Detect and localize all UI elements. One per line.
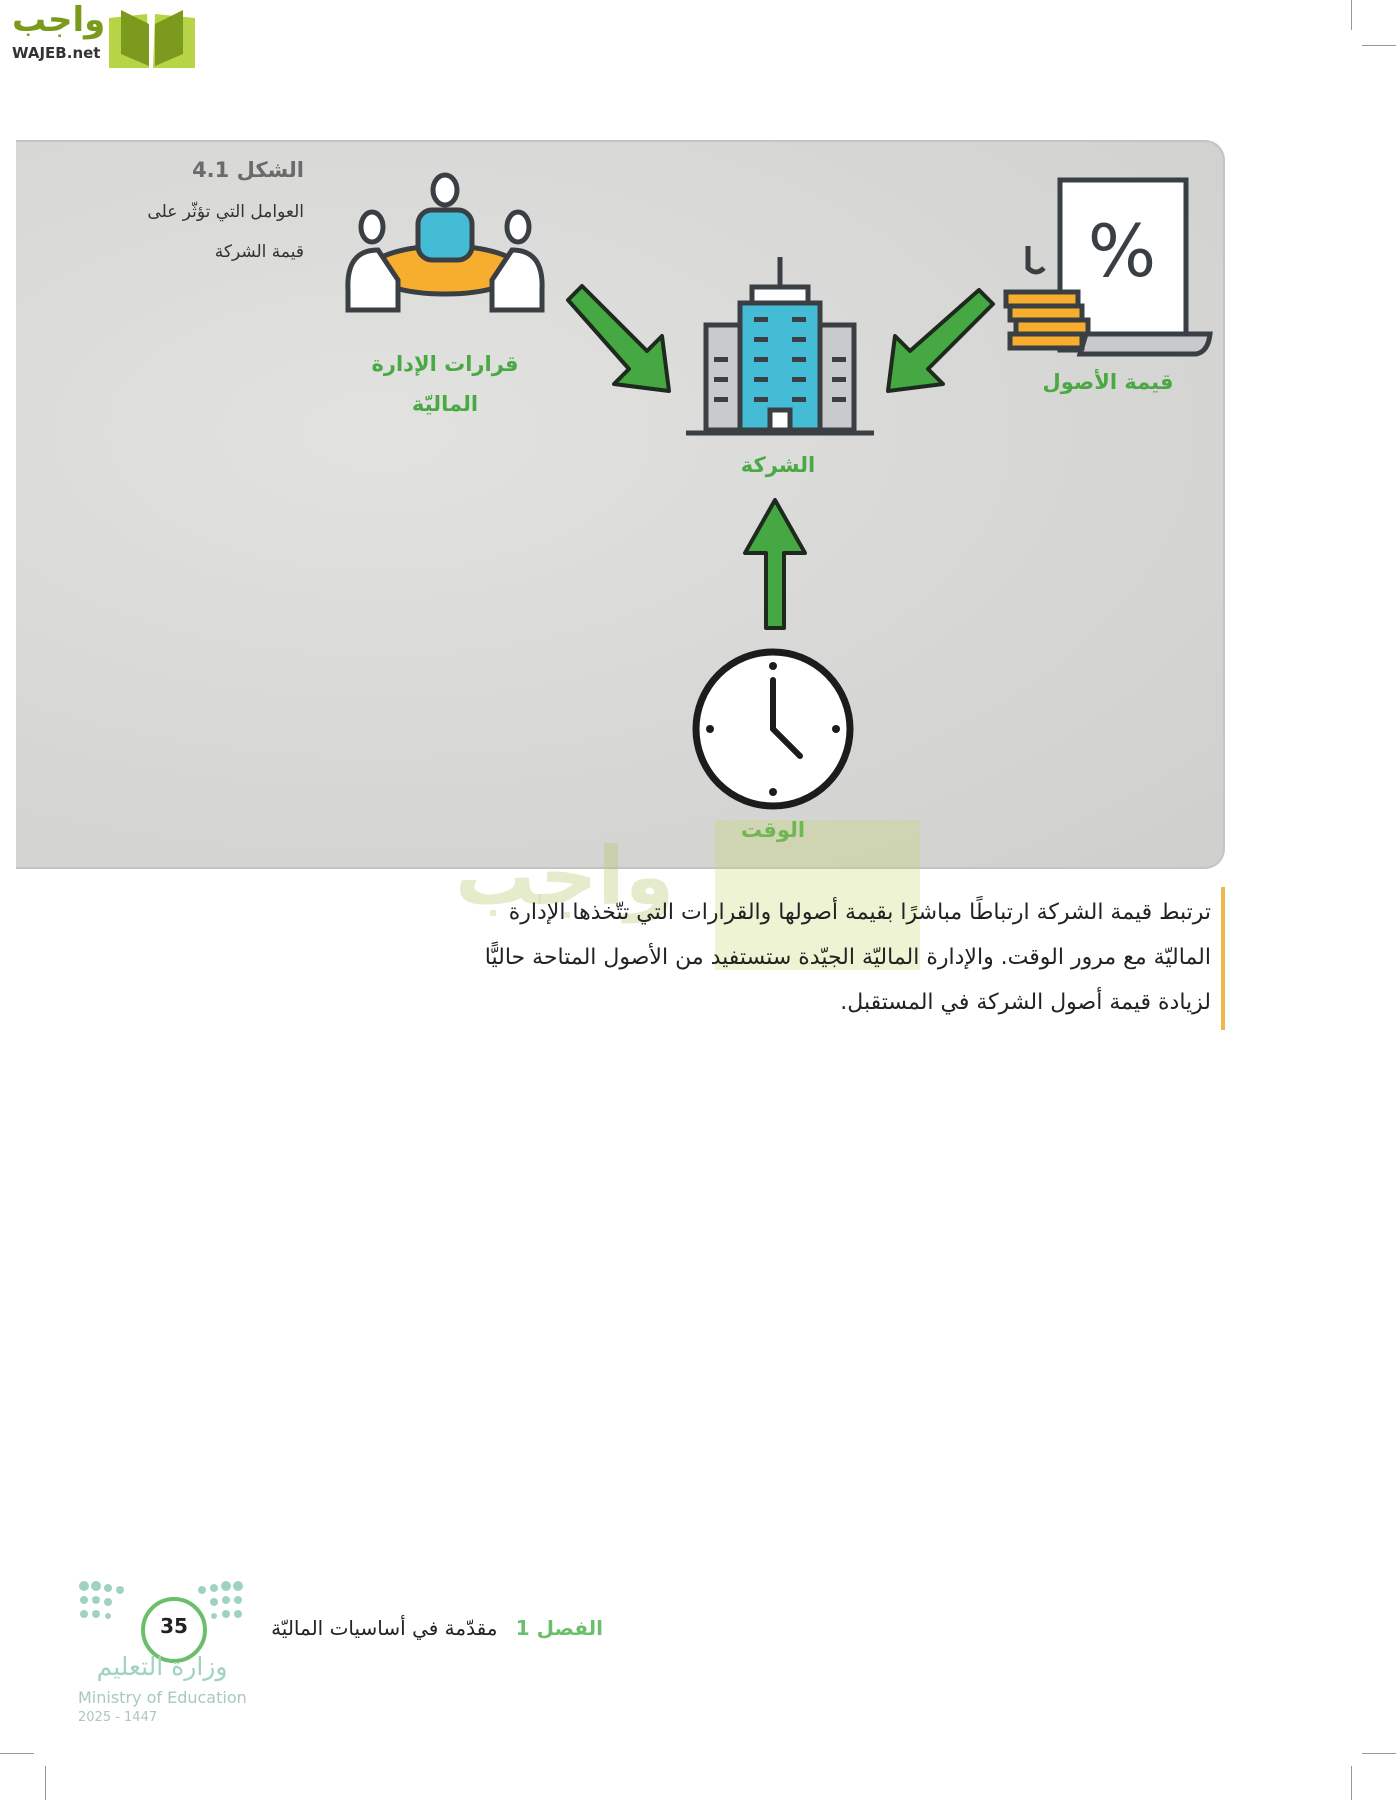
crop-mark bbox=[1351, 0, 1352, 30]
building-icon bbox=[684, 255, 876, 440]
crop-mark bbox=[1362, 1753, 1396, 1754]
ministry-arabic: وزارة التعليم bbox=[96, 1652, 228, 1681]
paragraph-accent-bar bbox=[1221, 887, 1225, 1030]
paragraph-line: ترتبط قيمة الشركة ارتباطًا مباشرًا بقيمة أصولها والقرارات التي تتّخذها الإدارة bbox=[508, 900, 1211, 925]
paragraph-line: الماليّة مع مرور الوقت. والإدارة الماليّة الجيّدة ستستفيد من الأصول المتاحة حاليًّا bbox=[484, 945, 1211, 970]
assets-label: قيمة الأصول bbox=[1042, 370, 1174, 394]
crop-mark bbox=[45, 1766, 46, 1800]
clock-icon bbox=[690, 646, 856, 812]
ministry-english: Ministry of Education bbox=[78, 1688, 247, 1707]
crop-mark bbox=[1351, 1766, 1352, 1800]
management-label-line2: الماليّة bbox=[411, 392, 479, 416]
logo-latin: WAJEB.net bbox=[12, 44, 101, 62]
book-icon bbox=[107, 6, 197, 68]
chapter-title: مقدّمة في أساسيات الماليّة bbox=[271, 1616, 498, 1640]
figure-title: الشكل 4.1 bbox=[192, 158, 304, 182]
chapter-label: الفصل 1 bbox=[515, 1616, 603, 1640]
chapter-header bbox=[271, 1616, 603, 1640]
watermark: واجب bbox=[455, 830, 675, 923]
crop-mark bbox=[0, 1753, 34, 1754]
figure-caption-line: قيمة الشركة bbox=[214, 242, 304, 262]
company-label: الشركة bbox=[740, 453, 816, 477]
page-number: 35 bbox=[160, 1614, 188, 1638]
svg-text:%: % bbox=[1087, 209, 1157, 293]
body-paragraph bbox=[411, 890, 1211, 1025]
figure-caption-line: العوامل التي تؤثّر على bbox=[147, 202, 304, 222]
edition-year: 2025 - 1447 bbox=[78, 1710, 158, 1725]
percent-document-coins-icon bbox=[1000, 176, 1215, 361]
crop-mark bbox=[1362, 45, 1396, 46]
paragraph-line: لزيادة قيمة أصول الشركة في المستقبل. bbox=[840, 990, 1211, 1015]
wajeb-logo[interactable] bbox=[10, 0, 190, 66]
time-label: الوقت bbox=[740, 818, 806, 842]
management-label-line1: قرارات الإدارة bbox=[371, 352, 519, 376]
logo-arabic: واجب bbox=[12, 0, 106, 40]
meeting-icon bbox=[338, 170, 553, 325]
